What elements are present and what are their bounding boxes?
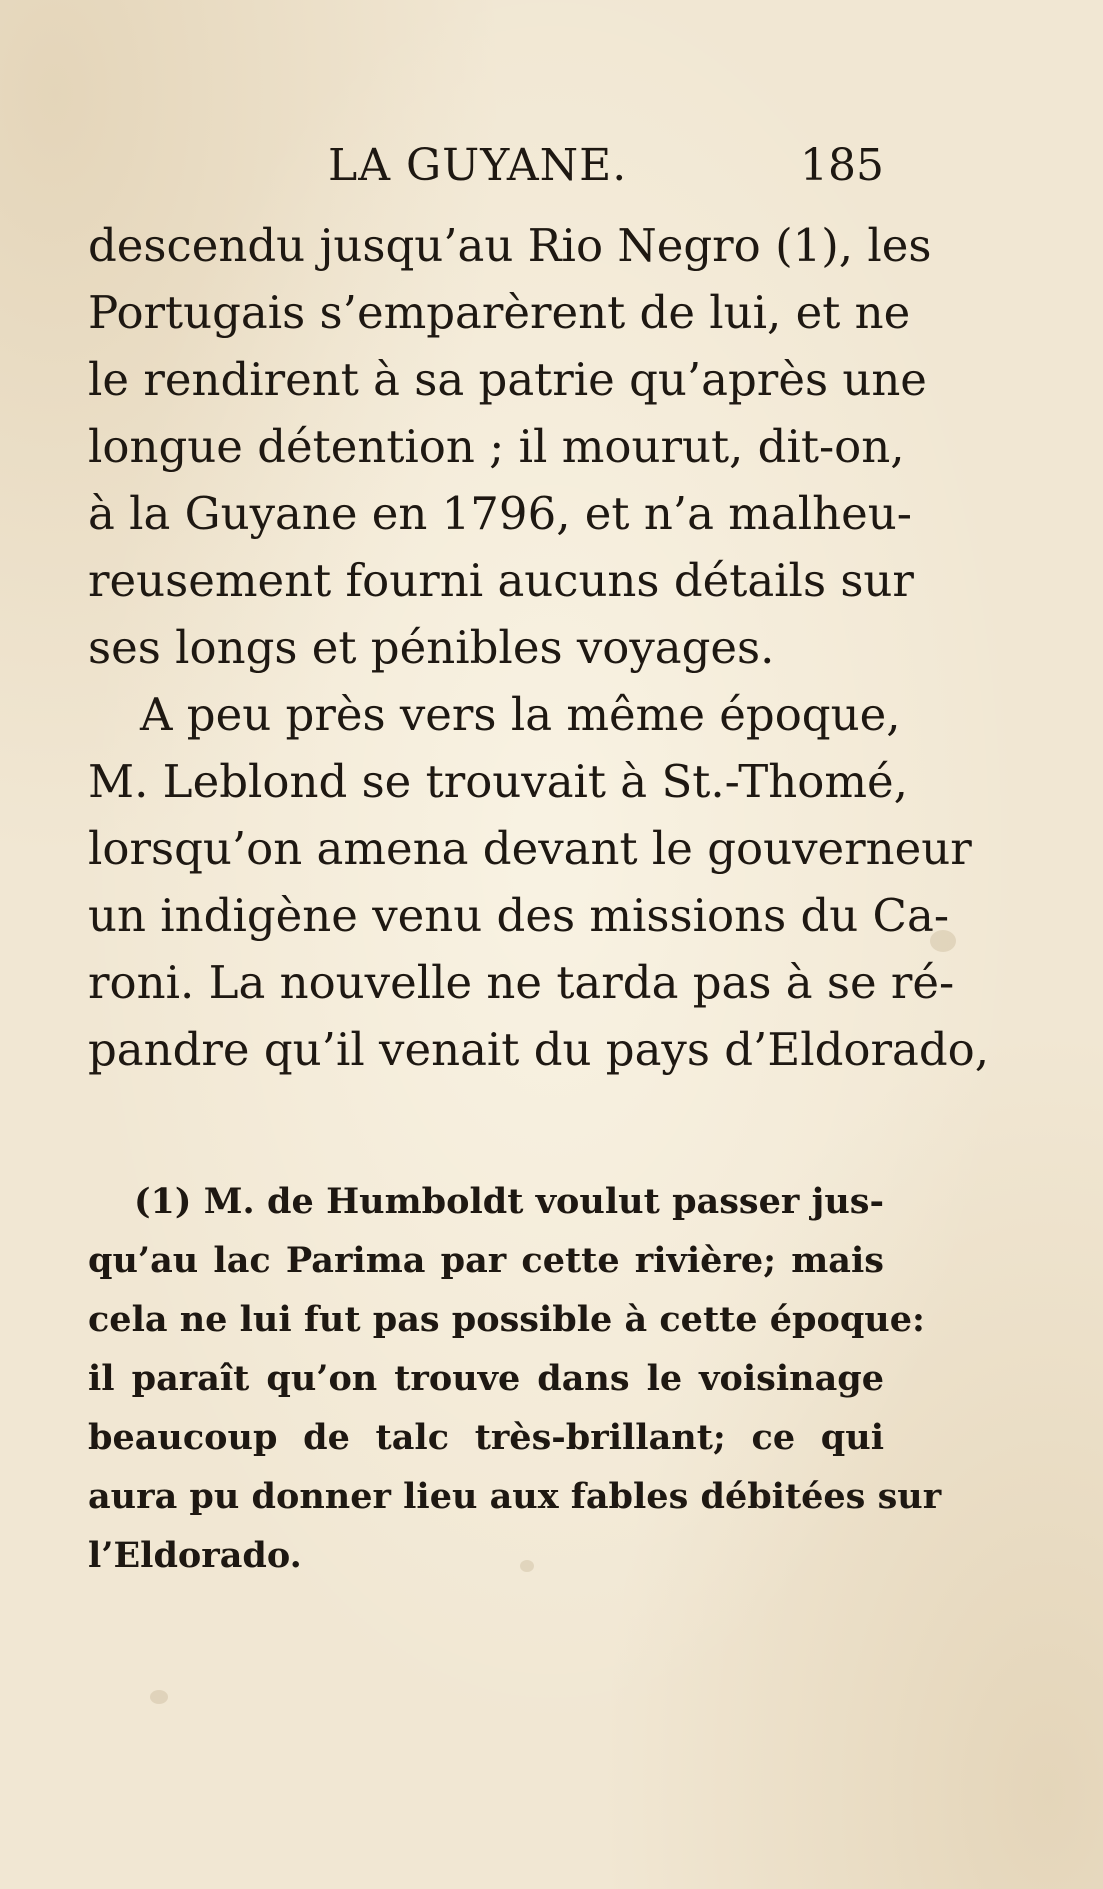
text-line: longue détention ; il mourut, dit-on, bbox=[88, 420, 905, 473]
text-line: le rendirent à sa patrie qu’après une bbox=[88, 353, 927, 406]
footnote-line: beaucoup de talc très-brillant; ce qui bbox=[88, 1417, 884, 1458]
text-line: reusement fourni aucuns détails sur bbox=[88, 554, 914, 607]
running-title: LA GUYANE. bbox=[328, 140, 628, 191]
page-number: 185 bbox=[800, 140, 884, 191]
footnote-line: l’Eldorado. bbox=[88, 1535, 302, 1576]
footnote bbox=[88, 1172, 942, 1585]
text-line: descendu jusqu’au Rio Negro (1), les bbox=[88, 219, 932, 272]
text-line: roni. La nouvelle ne tarda pas à se ré- bbox=[88, 956, 955, 1009]
text-line: lorsqu’on amena devant le gouverneur bbox=[88, 822, 972, 875]
body-text bbox=[88, 212, 990, 1083]
text-line: M. Leblond se trouvait à St.-Thomé, bbox=[88, 755, 908, 808]
text-line: A peu près vers la même époque, bbox=[140, 688, 901, 741]
footnote-line: (1) M. de Humboldt voulut passer jus- bbox=[134, 1181, 884, 1222]
footnote-line: qu’au lac Parima par cette rivière; mais bbox=[88, 1240, 884, 1281]
footnote-line: cela ne lui fut pas possible à cette époque: bbox=[88, 1299, 925, 1340]
text-line: ses longs et pénibles voyages. bbox=[88, 621, 775, 674]
text-line: à la Guyane en 1796, et n’a malheu- bbox=[88, 487, 912, 540]
footnote-line: aura pu donner lieu aux fables débitées sur bbox=[88, 1476, 942, 1517]
text-line: Portugais s’emparèrent de lui, et ne bbox=[88, 286, 911, 339]
text-line: un indigène venu des missions du Ca- bbox=[88, 889, 950, 942]
running-head bbox=[88, 136, 884, 196]
text-line: pandre qu’il venait du pays d’Eldorado, bbox=[88, 1023, 990, 1076]
footnote-line: il paraît qu’on trouve dans le voisinage bbox=[88, 1358, 884, 1399]
paper-stain bbox=[150, 1690, 168, 1704]
